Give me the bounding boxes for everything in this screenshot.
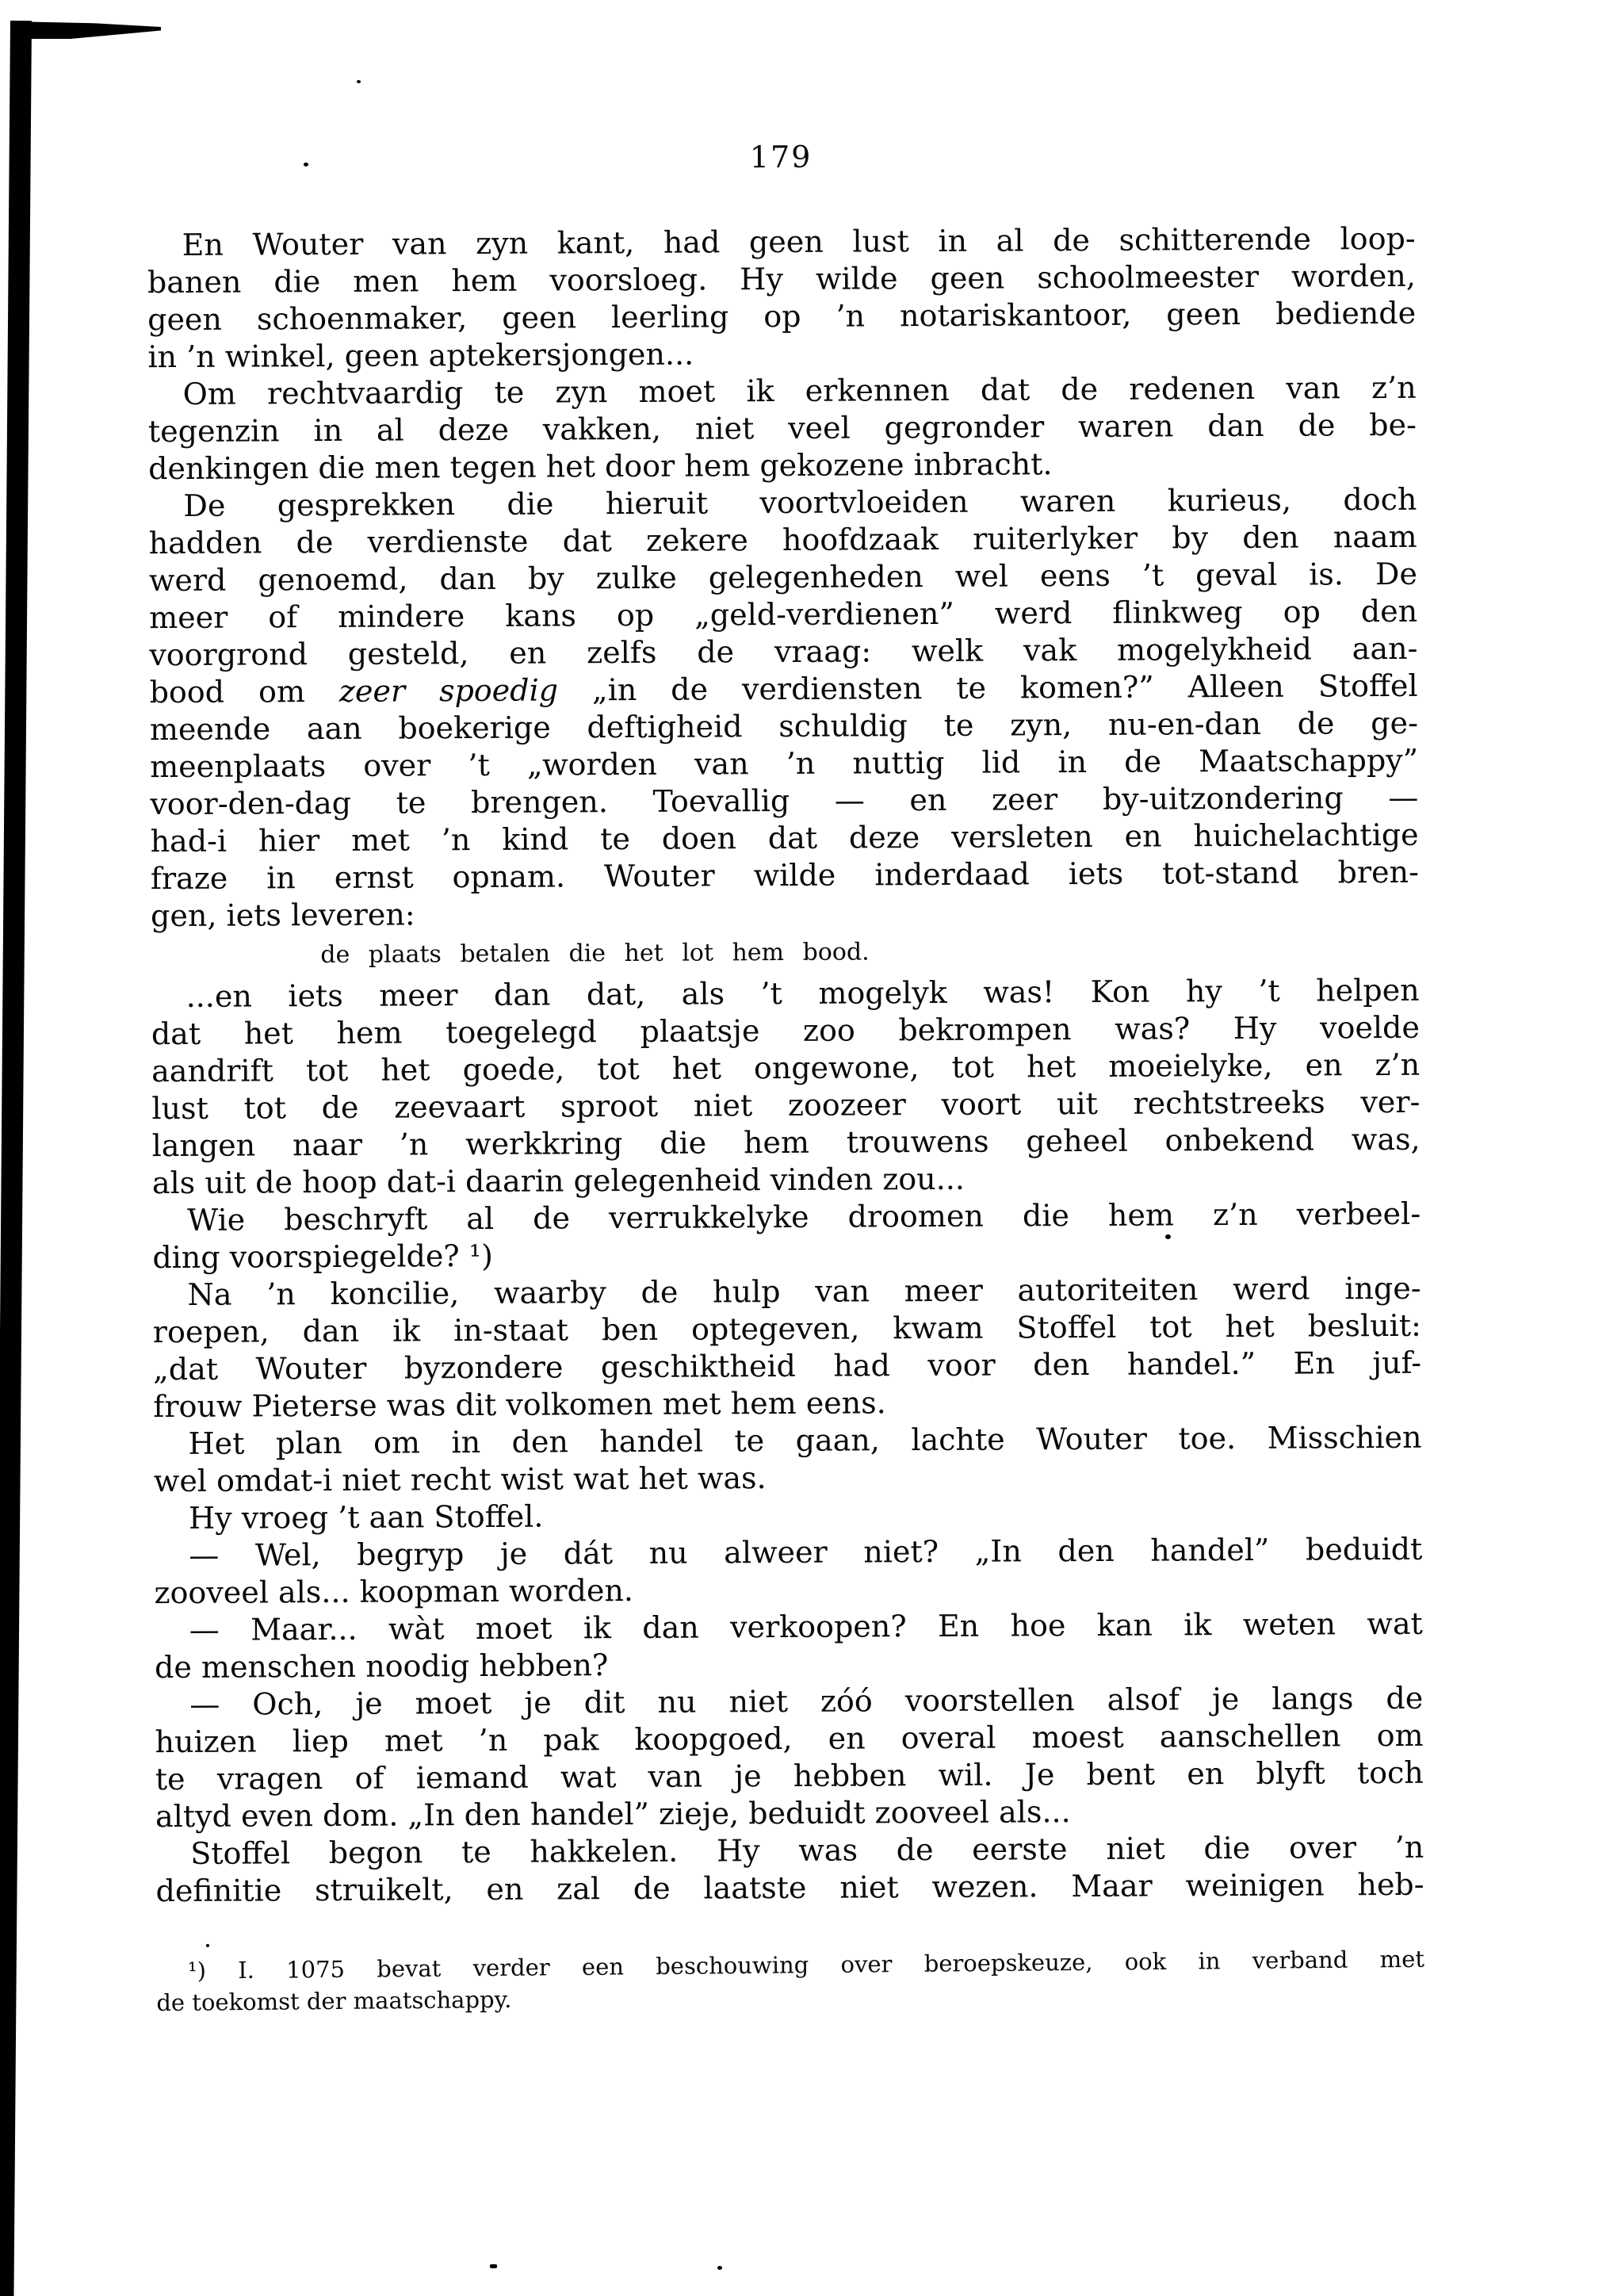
text-line: fraze in ernst opnam. Wouter wilde inderdaad iets tot-stand bren- bbox=[150, 854, 1419, 897]
text-line: geen schoenmaker, geen leerling op ’n notariskantoor, geen bediende bbox=[147, 295, 1417, 338]
italic-text-segment: zeer spoedig bbox=[338, 672, 559, 709]
text-line: altyd even dom. „In den handel” zieje, beduidt zooveel als... bbox=[155, 1794, 1071, 1835]
paragraph-3 bbox=[148, 481, 1419, 935]
text-line: roepen, dan ik in-staat ben optegeven, kwam Stoffel tot het besluit: bbox=[152, 1307, 1421, 1350]
footnote bbox=[156, 1943, 1425, 2019]
text-line: ...en iets meer dan dat, als ’t mogelyk was! Kon hy ’t helpen bbox=[185, 972, 1420, 1014]
text-line: — Maar... wàt moet ik dan verkoopen? En hoe kan ik weten wat bbox=[189, 1605, 1423, 1647]
text-segment: „in de verdiensten te komen?” Alleen Stoffel bbox=[557, 668, 1418, 708]
scan-artifact-corner-wedge bbox=[10, 21, 161, 39]
text-segment: bood om bbox=[149, 673, 340, 710]
text-line: „dat Wouter byzondere geschiktheid had voor den handel.” En juf- bbox=[152, 1345, 1422, 1387]
paragraph-4 bbox=[151, 972, 1421, 1202]
text-line: Na ’n koncilie, waarby de hulp van meer autoriteiten werd inge- bbox=[187, 1270, 1421, 1312]
text-line: meenplaats over ’t „worden van ’n nuttig lid in de Maatschappy” bbox=[150, 742, 1419, 785]
text-line: gen, iets leveren: bbox=[151, 897, 415, 934]
text-line: banen die men hem voorsloeg. Hy wilde geen schoolmeester worden, bbox=[147, 258, 1417, 300]
paragraph-9-dialogue bbox=[154, 1531, 1422, 1612]
text-line: meer of mindere kans op „geld-verdienen” werd flinkweg op den bbox=[149, 593, 1418, 636]
text-line: En Wouter van zyn kant, had geen lust in al de schitterende loop- bbox=[182, 220, 1416, 262]
text-line: had-i hier met ’n kind te doen dat deze versleten en huichelachtige bbox=[150, 817, 1419, 859]
text-line: werd genoemd, dan by zulke gelegenheden wel eens ’t geval is. De bbox=[148, 556, 1417, 599]
paragraph-11-dialogue bbox=[155, 1680, 1424, 1835]
text-line: in ’n winkel, geen aptekersjongen... bbox=[147, 336, 694, 375]
footnote-line: ¹) I. 1075 bevat verder een beschouwing over beroepskeuze, ook in verband met bbox=[187, 1945, 1425, 1984]
text-line: Hy vroeg ’t aan Stoffel. bbox=[188, 1498, 544, 1536]
scan-speck bbox=[490, 2264, 497, 2268]
text-line: dat het hem toegelegd plaatsje zoo bekrompen was? Hy voelde bbox=[151, 1009, 1420, 1052]
text-line: frouw Pieterse was dit volkomen met hem eens. bbox=[153, 1385, 886, 1425]
text-line: — Och, je moet je dit nu niet zóó voorstellen alsof je langs de bbox=[189, 1680, 1424, 1722]
paragraph-12 bbox=[155, 1829, 1424, 1910]
text-line: te vragen of iemand wat van je hebben wil. Je bent en blyft toch bbox=[155, 1755, 1424, 1797]
text-line bbox=[150, 668, 1418, 711]
text-line: aandrift tot het goede, tot het ongewone, tot het moeielyke, en z’n bbox=[151, 1047, 1421, 1089]
paragraph-10-dialogue bbox=[155, 1605, 1423, 1686]
text-line: Stoffel begon te hakkelen. Hy was de eerste niet die over ’n bbox=[190, 1829, 1424, 1871]
text-line: Het plan om in den handel te gaan, lachte Wouter toe. Misschien bbox=[188, 1419, 1422, 1461]
text-line: lust tot de zeevaart sproot niet zoozeer voort uit rechtstreeks ver- bbox=[151, 1084, 1421, 1127]
page-content bbox=[147, 136, 1424, 2019]
paragraph-2 bbox=[148, 369, 1417, 488]
scan-artifact-spine-bar bbox=[0, 21, 32, 2296]
page-number: 179 bbox=[749, 139, 813, 175]
footnote-line: de toekomst der maatschappy. bbox=[156, 1985, 512, 2017]
text-line: voorgrond gesteld, en zelfs de vraag: welk vak mogelykheid aan- bbox=[149, 630, 1418, 673]
text-line: de menschen noodig hebben? bbox=[154, 1647, 609, 1686]
text-line: als uit de hoop dat-i daarin gelegenheid vinden zou... bbox=[151, 1161, 966, 1201]
paragraph-6 bbox=[152, 1270, 1421, 1425]
paragraph-8 bbox=[154, 1494, 1422, 1537]
body-text bbox=[147, 220, 1424, 1910]
text-line: zooveel als... koopman worden. bbox=[154, 1572, 634, 1611]
text-line: langen naar ’n werkkring die hem trouwens geheel onbekend was, bbox=[151, 1121, 1421, 1164]
paragraph-7 bbox=[153, 1419, 1421, 1500]
text-line: meende aan boekerige deftigheid schuldig te zyn, nu-en-dan de ge- bbox=[149, 705, 1418, 748]
text-line: ding voorspiegelde? ¹) bbox=[152, 1238, 493, 1276]
text-line: wel omdat-i niet recht wist wat het was. bbox=[153, 1460, 767, 1499]
paragraph-1 bbox=[147, 220, 1417, 376]
paragraph-5 bbox=[152, 1196, 1421, 1276]
text-line: tegenzin in al deze vakken, niet veel gegronder waren dan de be- bbox=[147, 407, 1417, 450]
text-line: huizen liep met ’n pak koopgoed, en overal moest aanschellen om bbox=[155, 1717, 1424, 1760]
text-line: hadden de verdienste dat zekere hoofdzaak ruiterlyker by den naam bbox=[148, 519, 1417, 561]
scan-speck bbox=[717, 2266, 722, 2270]
text-line: definitie struikelt, en zal de laatste niet wezen. Maar weinigen heb- bbox=[155, 1866, 1424, 1909]
text-line: voor-den-dag te brengen. Toevallig — en zeer by-uitzondering — bbox=[150, 779, 1419, 822]
text-line: Om rechtvaardig te zyn moet ik erkennen dat de redenen van z’n bbox=[182, 369, 1417, 411]
text-line: denkingen die men tegen het door hem gekozene inbracht. bbox=[148, 446, 1053, 487]
scan-speck bbox=[357, 80, 361, 83]
verse-quote-line: de plaats betalen die het lot hem bood. bbox=[320, 938, 870, 970]
text-line: — Wel, begryp je dát nu alweer niet? „In den handel” beduidt bbox=[189, 1531, 1423, 1573]
text-line: Wie beschryft al de verrukkelyke droomen die hem z’n verbeel- bbox=[187, 1196, 1421, 1238]
text-line: De gesprekken die hieruit voortvloeiden waren kurieus, doch bbox=[183, 481, 1417, 523]
